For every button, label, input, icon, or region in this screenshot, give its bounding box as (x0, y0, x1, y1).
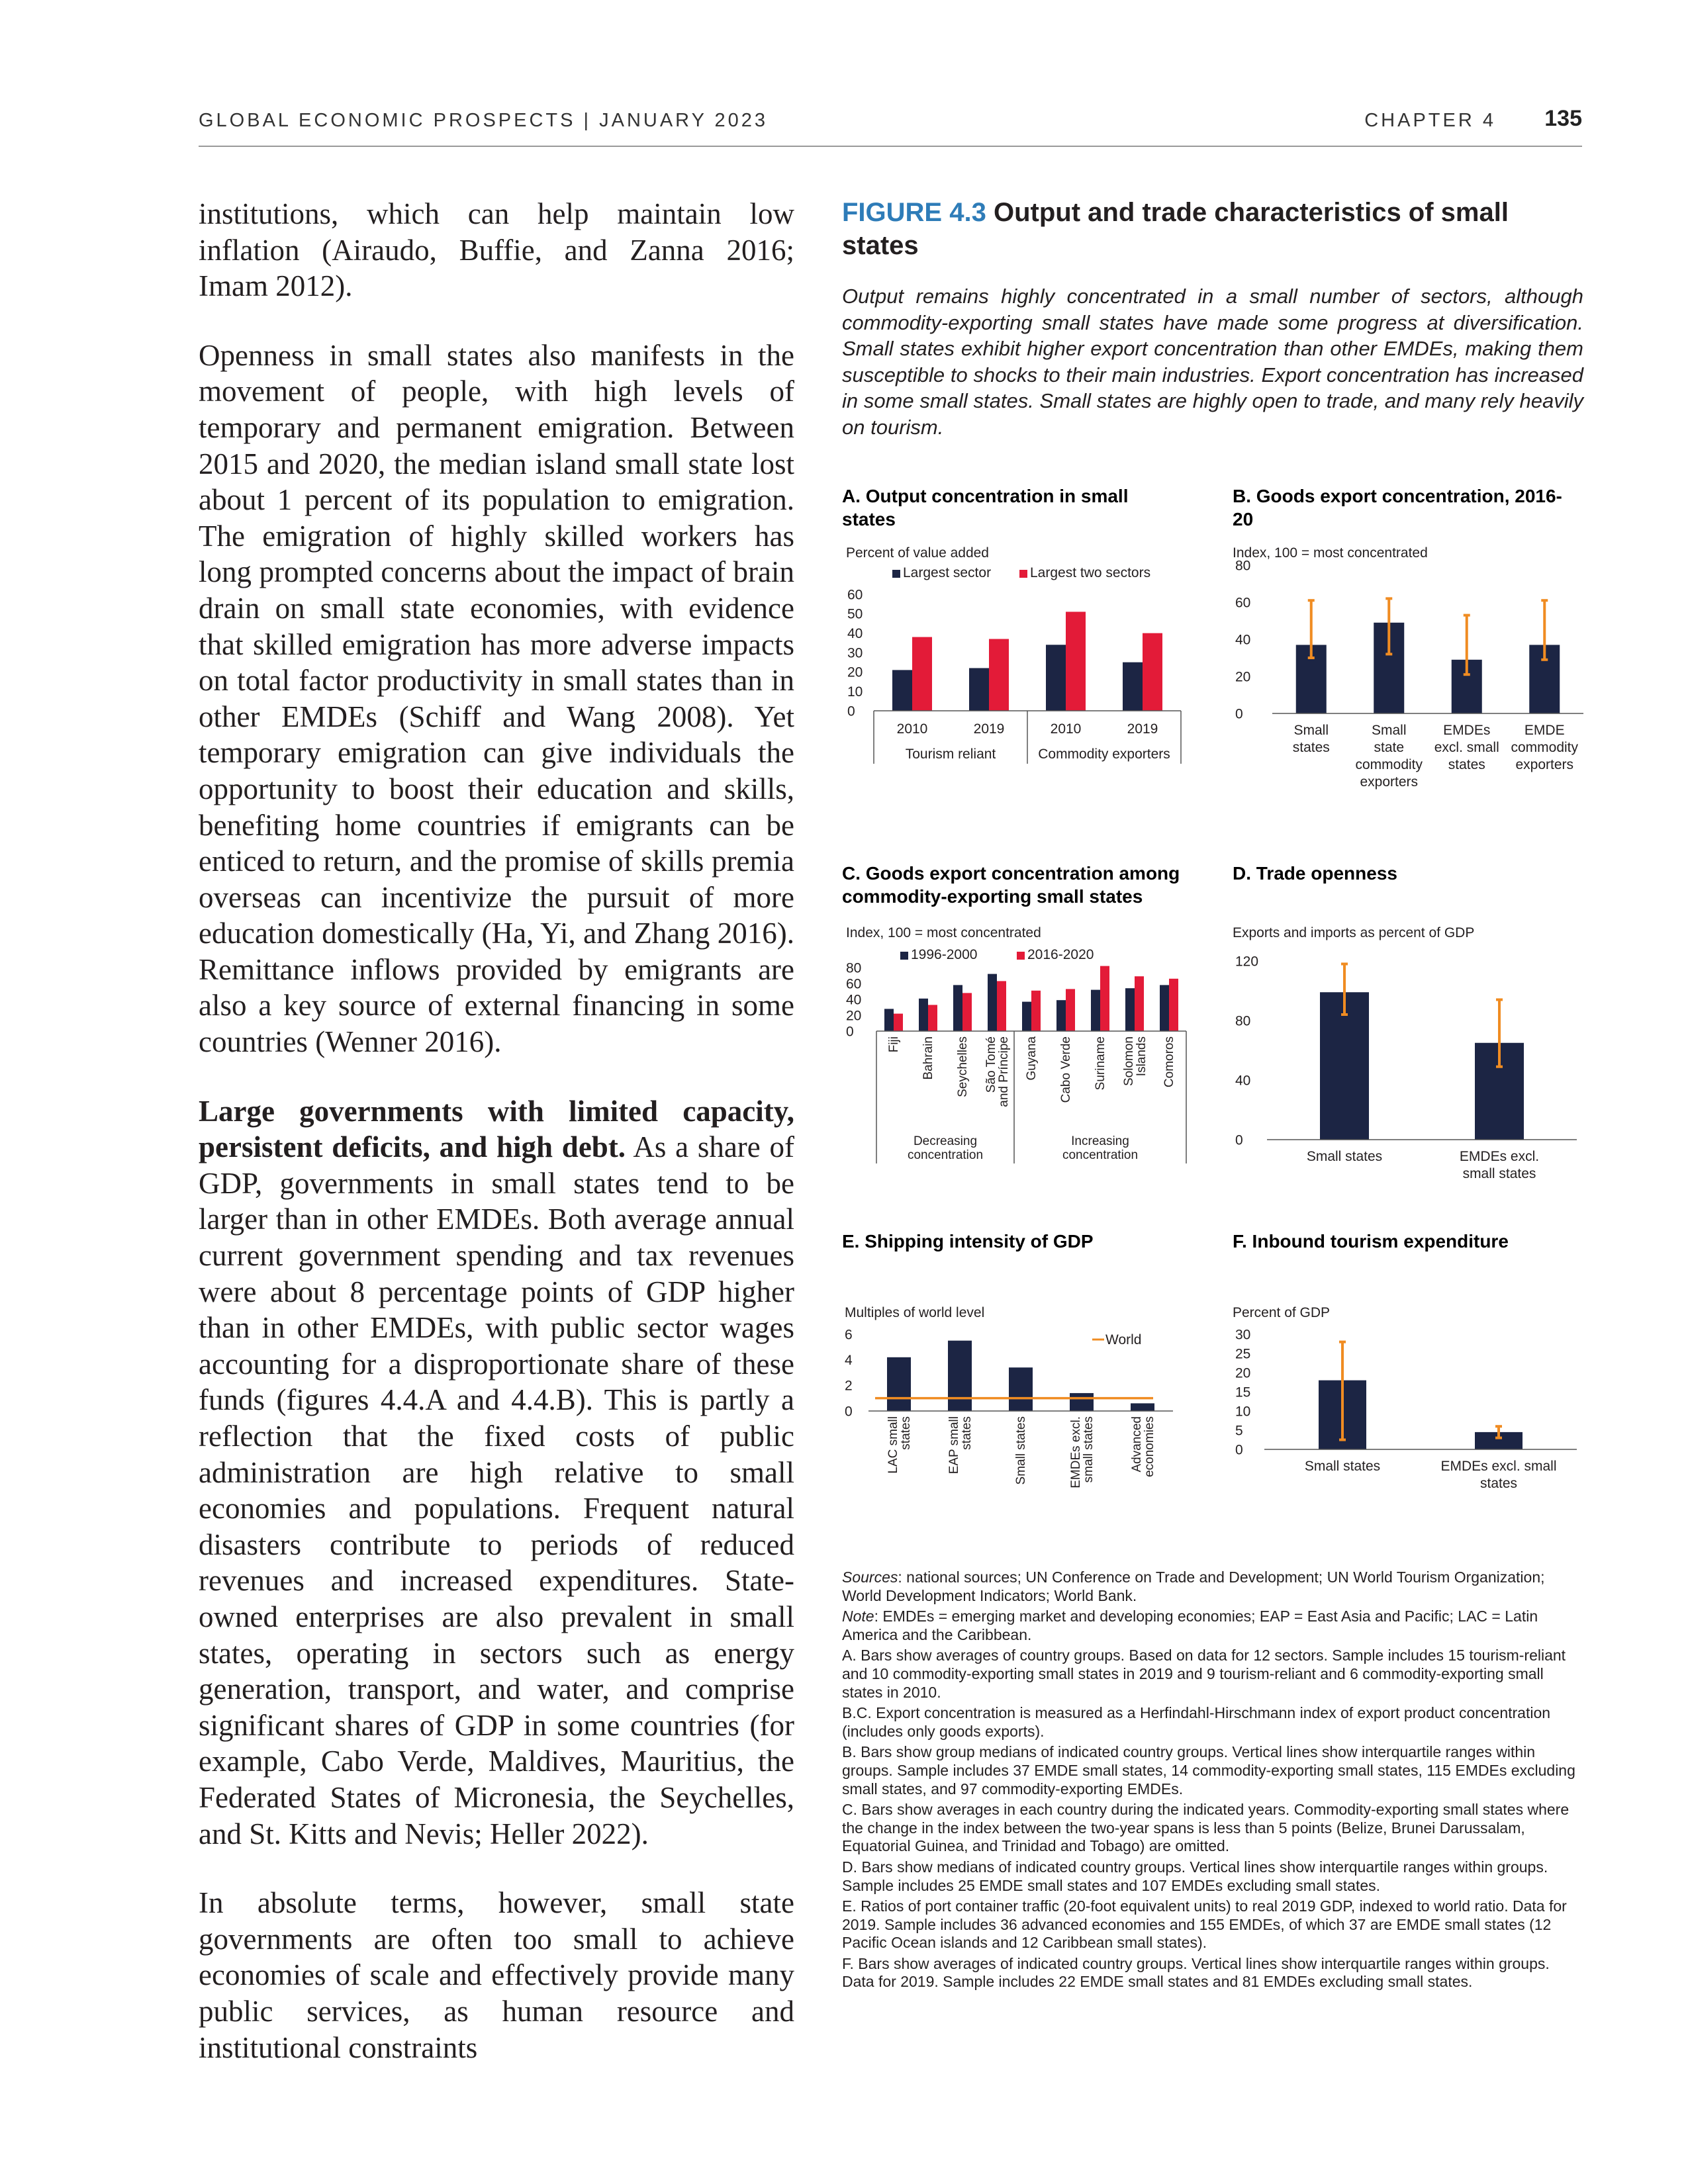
y-tick-label: 30 (847, 645, 863, 661)
legend-swatch (892, 570, 900, 578)
panel-title: A. Output concentration in small states (842, 486, 1129, 529)
note-a: A. Bars show averages of country groups. Based on data for 12 sectors. Sample includes 15 tourism-reliant and 10 commodity-exporting small states in 2019 and 9 tourism-reliant and 6 commodity-exporting small states in 2010. (842, 1647, 1566, 1701)
bar (1125, 988, 1135, 1031)
x-tick-label: 2019 (973, 721, 1005, 737)
y-tick-label: 10 (847, 684, 863, 700)
panel-title: B. Goods export concentration, 2016-20 (1233, 486, 1562, 529)
panel-b (1233, 484, 1590, 815)
bar (953, 985, 962, 1031)
x-tick-label: 2019 (1127, 721, 1158, 737)
bar (1143, 633, 1162, 711)
chapter-label: CHAPTER 4 (1364, 110, 1496, 131)
sources-label: Sources (842, 1569, 898, 1586)
x-tick-label: 2010 (1050, 721, 1082, 737)
paragraph-lead: Large governments with limited capacity, persistent deficits, and high debt. (199, 1094, 794, 1164)
x-tick-label: Guyana (1025, 1036, 1039, 1081)
y-tick-label: 0 (846, 1024, 854, 1040)
y-tick-label: 15 (1235, 1385, 1251, 1400)
paragraph: Openness in small states also manifests in the movement of people, with high levels of temporary and permanent emigration. Between 2015 and 2020, the median island small state lost about 1 percent of its population to emigration. The emigration of highly skilled workers has long prompted concerns about the impact of brain drain on small state economies, with evidence that skilled emigration has more adverse impacts on total factor productivity in small states than in other EMDEs (Schiff and Wang 2008). Yet temporary emigration can give individuals the opportunity to boost their education and skills, benefiting home countries if emigrants can be enticed to return, and the promise of skills premia overseas can incentivize the pursuit of more education domestically (Ha, Yi, and Zhang 2016). Remittance inflows provided by emigrants are also a key source of external financing in some countries (Wenner 2016). (199, 338, 794, 1059)
x-tick-label: Cabo Verde (1059, 1036, 1073, 1103)
page-number: 135 (1544, 106, 1582, 131)
y-tick-label: 0 (1235, 706, 1243, 722)
x-tick-label: São Toméand Príncipe (984, 1036, 1011, 1107)
y-tick-label: 20 (846, 1008, 862, 1024)
note-e: E. Ratios of port container traffic (20-foot equivalent units) to real 2019 GDP, indexed to world ratio. Data for 2019. Sample includes 36 advanced economies and 155 EMDEs, of which 37 are EMDE small states (12 Pacific Ocean islands and 12 Caribbean small states). (842, 1897, 1567, 1952)
running-title: GLOBAL ECONOMIC PROSPECTS | JANUARY 2023 (199, 110, 768, 131)
x-tick-label: EAP smallstates (947, 1416, 974, 1475)
x-tick-label: Small states (1306, 1149, 1383, 1164)
figure-subtitle: Output remains highly concentrated in a small number of sectors, although commodity-exporting small states have made some progress at diversification. Small states exhibit higher export concentration than other EMDEs, making them susceptible to shocks to their main industries. Export concentration has increased in some small states. Small states are highly open to trade, and many rely heavily on tourism. (842, 285, 1583, 439)
group-label: Tourism reliant (905, 747, 996, 762)
panel-a (842, 484, 1199, 815)
legend-swatch (1019, 570, 1027, 578)
panel-d (1233, 862, 1590, 1193)
y-tick-label: 6 (845, 1327, 853, 1343)
y-tick-label: 5 (1235, 1423, 1243, 1439)
legend-label: Largest sector (903, 565, 992, 580)
bar (1022, 1002, 1031, 1031)
paragraph-rest: As a share of GDP, governments in small states tend to be larger than in other EMDEs. Both average annual current government spending and tax revenues were about 8 percentage points of GDP higher than in other EMDEs, with public sector wages accounting for a disproportionate share of these funds (figures 4.4.A and 4.4.B). This is partly a reflection that the fixed costs of public administration are high relative to small economies and populations. Frequent natural disasters contribute to periods of reduced revenues and increased expenditures. State-owned enterprises are also prevalent in small states, operating in sectors such as energy generation, transport, and water, and comprise significant shares of GDP in some countries (for example, Cabo Verde, Maldives, Mauritius, the Federated States of Micronesia, the Seychelles, and St. Kitts and Nevis; Heller 2022). (199, 1130, 794, 1850)
panel-title: F. Inbound tourism expenditure (1233, 1231, 1509, 1251)
x-tick-label: Advancedeconomies (1130, 1416, 1156, 1477)
panel-title: C. Goods export concentration among commodity-exporting small states (842, 863, 1180, 907)
legend-label: 1996-2000 (911, 947, 978, 962)
y-tick-label: 20 (1235, 1365, 1251, 1381)
y-tick-label: 0 (1235, 1442, 1243, 1458)
x-tick-label: EMDEs excl.small states (1069, 1416, 1096, 1488)
y-tick-label: 40 (847, 626, 863, 642)
panel-title: E. Shipping intensity of GDP (842, 1231, 1094, 1251)
group-label: Decreasing concentration (907, 1134, 984, 1162)
bar (1066, 612, 1086, 711)
legend-swatch (900, 952, 908, 960)
panel-e (842, 1230, 1199, 1547)
y-tick-label: 20 (1235, 669, 1251, 685)
figure-title-text: Output and trade characteristics of small states (842, 198, 1509, 260)
x-tick-label: Fiji (887, 1036, 901, 1053)
bar (919, 999, 928, 1031)
y-tick-label: 40 (846, 992, 862, 1008)
y-tick-label: 80 (846, 960, 862, 976)
bar (1009, 1367, 1033, 1411)
bar (1046, 645, 1066, 711)
bar (892, 670, 912, 711)
sources-text: : national sources; UN Conference on Trade and Development; UN World Tourism Organization; World Development Indicators; World Bank. (842, 1569, 1545, 1604)
chart-f (1233, 1269, 1590, 1547)
y-tick-label: 60 (1235, 595, 1251, 611)
note-f: F. Bars show averages of indicated country groups. Vertical lines show interquartile ranges within groups. Data for 2019. Sample includes 22 EMDE small states and 81 EMDEs excluding small states. (842, 1954, 1550, 1991)
bar (1100, 966, 1109, 1031)
x-tick-label: EMDEs excl. small states (1434, 723, 1499, 772)
y-tick-label: 4 (845, 1353, 853, 1369)
figure-number: FIGURE 4.3 (842, 198, 986, 227)
bar (884, 1009, 894, 1031)
bar (989, 639, 1009, 711)
y-axis-label: Exports and imports as percent of GDP (1233, 925, 1475, 940)
y-tick-label: 60 (847, 587, 863, 603)
x-tick-label: Bahrain (921, 1036, 935, 1080)
bar (1091, 990, 1100, 1031)
bar (1123, 662, 1143, 711)
panel-title: D. Trade openness (1233, 863, 1397, 884)
x-tick-label: SolomonIslands (1122, 1036, 1149, 1086)
chart-d (1233, 925, 1590, 1193)
x-tick-label: EMDEs excl. small states (1440, 1459, 1557, 1491)
bar (997, 981, 1006, 1031)
y-tick-label: 25 (1235, 1346, 1251, 1362)
x-tick-label: Comoros (1162, 1036, 1176, 1088)
bar (1070, 1393, 1094, 1411)
bar (1169, 979, 1178, 1031)
x-tick-label: Small states (1014, 1416, 1028, 1485)
x-tick-label: Suriname (1094, 1036, 1107, 1091)
figure-notes (842, 1569, 1583, 1994)
bar (962, 993, 972, 1031)
body-text-column (199, 196, 794, 2099)
y-tick-label: 60 (846, 976, 862, 992)
y-tick-label: 120 (1235, 954, 1259, 970)
y-tick-label: 30 (1235, 1327, 1251, 1343)
note-bc: B.C. Export concentration is measured as a Herfindahl-Hirschmann index of export product concentration (includes only goods exports). (842, 1704, 1551, 1740)
group-label: Commodity exporters (1038, 747, 1170, 762)
bar (1066, 989, 1075, 1031)
x-tick-label: EMDE commodity exporters (1511, 723, 1579, 772)
y-tick-label: 0 (847, 704, 855, 719)
bar (1056, 1000, 1066, 1031)
y-tick-label: 80 (1235, 558, 1251, 574)
bar (1160, 985, 1169, 1031)
note-c: C. Bars show averages in each country during the indicated years. Commodity-exporting small states where the change in the index between the two-year spans is less than 5 points (Belize, Brunei Darussalam, Equatorial Guinea, and Trinidad and Tobago) are omitted. (842, 1801, 1570, 1855)
y-axis-label: Percent of value added (846, 545, 989, 561)
bar (969, 668, 989, 711)
legend-label: 2016-2020 (1027, 947, 1094, 962)
x-tick-label: Seychelles (956, 1036, 970, 1097)
bar (894, 1014, 903, 1031)
chart-c (842, 925, 1199, 1193)
bar (988, 974, 997, 1031)
y-tick-label: 0 (845, 1404, 853, 1420)
y-axis-label: Multiples of world level (845, 1305, 985, 1320)
y-axis-label: Index, 100 = most concentrated (846, 925, 1041, 940)
running-header (199, 106, 1582, 147)
bar (928, 1005, 937, 1031)
x-tick-label: EMDEs excl. small states (1459, 1149, 1540, 1181)
bar (1131, 1403, 1154, 1411)
figure-title (842, 196, 1583, 262)
y-tick-label: 0 (1235, 1132, 1243, 1148)
chart-a (842, 545, 1199, 799)
note-d: D. Bars show medians of indicated country groups. Vertical lines show interquartile ranges within groups. Sample includes 25 EMDE small states and 107 EMDEs excluding small states. (842, 1858, 1548, 1894)
bar (912, 637, 932, 711)
y-tick-label: 80 (1235, 1013, 1251, 1029)
bar (1135, 976, 1144, 1031)
x-tick-label: Small state commodity exporters (1355, 723, 1423, 790)
y-tick-label: 10 (1235, 1404, 1251, 1420)
x-tick-label: 2010 (896, 721, 928, 737)
x-tick-label: LAC smallstates (886, 1416, 913, 1474)
chart-b (1233, 545, 1590, 799)
paragraph (199, 1093, 794, 1852)
legend-label: Largest two sectors (1030, 565, 1151, 580)
y-axis-label: Percent of GDP (1233, 1305, 1331, 1320)
x-tick-label: Small states (1292, 723, 1330, 755)
y-tick-label: 40 (1235, 1073, 1251, 1089)
note (842, 1608, 1583, 1644)
y-tick-label: 2 (845, 1378, 853, 1394)
y-tick-label: 40 (1235, 632, 1251, 648)
y-tick-label: 50 (847, 606, 863, 622)
paragraph: In absolute terms, however, small state governments are often too small to achieve economies of scale and effectively provide many public services, as human resource and institutional constraints (199, 1886, 794, 2064)
y-tick-label: 20 (847, 664, 863, 680)
bar (948, 1341, 972, 1411)
bar (887, 1357, 911, 1411)
paragraph: institutions, which can help maintain low inflation (Airaudo, Buffie, and Zanna 2016; Imam 2012). (199, 197, 794, 303)
note-text: : EMDEs = emerging market and developing economies; EAP = East Asia and Pacific; LAC = Latin America and the Caribbean. (842, 1608, 1538, 1643)
legend-swatch (1017, 952, 1025, 960)
sources-note (842, 1569, 1583, 1605)
chart-e (842, 1269, 1199, 1547)
legend-label: World (1105, 1332, 1142, 1347)
figure (842, 196, 1583, 440)
panel-c (842, 862, 1199, 1193)
y-axis-label: Index, 100 = most concentrated (1233, 545, 1428, 561)
note-label: Note (842, 1608, 874, 1625)
note-b: B. Bars show group medians of indicated country groups. Vertical lines show interquartile ranges within groups. Sample includes 37 EMDE small states, 14 commodity-exporting small states, 115 EMDEs excluding small states, and 97 commodity-exporting EMDEs. (842, 1743, 1575, 1797)
bar (1031, 991, 1041, 1031)
x-tick-label: Small states (1304, 1459, 1381, 1474)
group-label: Increasing concentration (1062, 1134, 1139, 1162)
panel-f (1233, 1230, 1590, 1547)
